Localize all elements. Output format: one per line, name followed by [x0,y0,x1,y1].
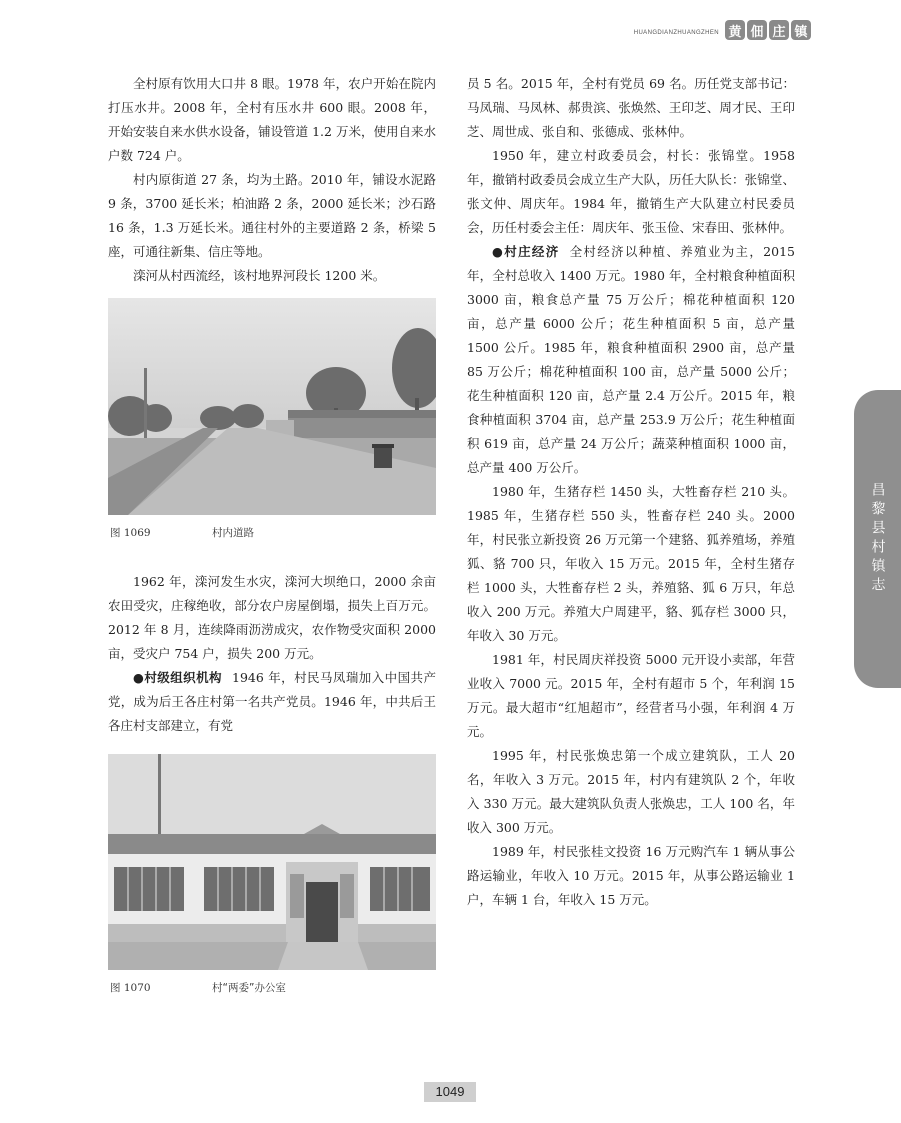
figure-caption [108,980,436,995]
header-title-char: 佃 [747,20,767,40]
header-pinyin: HUANGDIANZHUANGZHEN [633,30,719,36]
figure-number: 图 1069 [110,527,151,539]
header-title-char: 黄 [725,20,745,40]
side-tab-label: 昌黎县村镇志 [869,482,886,596]
paragraph-river: 滦河从村西流经，该村地界河段长 1200 米。 [133,268,386,283]
paragraph-roads: 村内原街道 27 条，均为土路。2010 年，铺设水泥路 9 条，3700 延长米；柏油路 2 条，2000 延长米；沙石路 16 条，1.3 万延长米。通往村外的主要道路 2 条，桥梁 5 座，可通往新集、信庄等地。 [108,172,436,259]
figure-caption [108,525,436,540]
paragraph-party-members: 员 5 名。2015 年，全村有党员 69 名。历任党支部书记：马凤瑞、马凤林、郝贵滨、张焕然、王印芝、周才民、王印芝、周世成、张自和、张德成、张林仲。 [467,76,795,139]
figure-number: 图 1070 [110,982,151,994]
figure-caption-text: 村“两委”办公室 [212,982,286,994]
running-header [634,20,811,40]
chapter-side-tab [854,390,901,688]
section-heading: 村庄经济 [504,244,560,259]
left-column [108,72,436,995]
paragraph-village-committee: 1950 年，建立村政委员会，村长：张锦堂。1958 年，撤销村政委员会成立生产大队，历任大队长：张锦堂、张文仲、周庆年。1984 年，撤销生产大队建立村民委员会，历任村委会主任：周庆年、张玉俭、宋春田、张林仲。 [467,148,795,235]
paragraph-disasters: 1962 年，滦河发生水灾，滦河大坝绝口，2000 余亩农田受灾，庄稼绝收，部分农户房屋倒塌，损失上百万元。2012 年 8 月，连续降雨沥涝成灾，农作物受灾面积 2000 亩，受灾户 754 户，损失 200 万元。 [108,574,436,661]
page-number: 1049 [424,1082,476,1102]
bullet-icon: ● [133,670,145,685]
bullet-icon: ● [492,244,505,259]
photo-village-office [108,754,436,970]
photo-village-road [108,298,436,515]
header-title [725,20,811,40]
figure-caption-text: 村内道路 [212,527,254,539]
section-body: 全村经济以种植、养殖业为主，2015 年，全村总收入 1400 万元。1980 年，全村粮食种植面积 3000 亩，粮食总产量 75 万公斤；棉花种植面积 120 亩，总产量 6000 公斤；花生种植面积 5 亩，总产量 1500 公斤。1985 年，粮食种植面积 2900 亩，总产量 85 万公斤；棉花种植面积 100 亩，总产量 5000 公斤；花生种植面积 120 亩，总产量 2.4 万公斤。2015 年，粮食种植面积 3704 亩，总产量 253.9 万公斤；花生种植面积 619 亩，总产量 24 万公斤；蔬菜种植面积 1000 亩，总产量 400 万公斤。 [467,244,795,475]
section-body: 1946 年，村民马凤瑞加入中国共产党，成为后王各庄村第一名共产党员。1946 年，中共后王各庄村支部建立，有党 [108,670,436,733]
header-title-char: 庄 [769,20,789,40]
paragraph-shops: 1981 年，村民周庆祥投资 5000 元开设小卖部，年营业收入 7000 元。2015 年，全村有超市 5 个，年利润 15 万元。最大超市“红旭超市”，经营者马小强，年利润 4 万元。 [467,652,795,739]
paragraph-water-wells: 全村原有饮用大口井 8 眼。1978 年，农户开始在院内打压水井。2008 年，全村有压水井 600 眼。2008 年，开始安装自来水供水设备，铺设管道 1.2 万米，使用自来水户数 724 户。 [108,76,436,163]
section-village-economy [467,240,795,480]
paragraph-livestock: 1980 年，生猪存栏 1450 头，大牲畜存栏 210 头。1985 年，生猪存栏 550 头，牲畜存栏 240 头。2000 年，村民张立新投资 26 万元第一个建貉、狐养殖场，养殖狐、貉 700 只，年收入 15 万元。2015 年，全村生猪存栏 1000 头，大牲畜存栏 2 头，养殖貉、狐 6 万只，年总收入 200 万元。养殖大户周建平，貉、狐存栏 3000 只，年收入 30 万元。 [467,484,795,643]
paragraph-construction: 1995 年，村民张焕忠第一个成立建筑队，工人 20 名，年收入 3 万元。2015 年，村内有建筑队 2 个，年收入 330 万元。最大建筑队负责人张焕忠，工人 100 名，年收入 300 万元。 [467,748,795,835]
paragraph-transport: 1989 年，村民张桂文投资 16 万元购汽车 1 辆从事公路运输业，年收入 10 万元。2015 年，从事公路运输业 1 户，车辆 1 台，年收入 15 万元。 [467,844,795,907]
right-column [467,72,795,912]
section-village-organization [108,666,436,738]
section-heading: 村级组织机构 [144,670,222,685]
header-title-char: 镇 [791,20,811,40]
